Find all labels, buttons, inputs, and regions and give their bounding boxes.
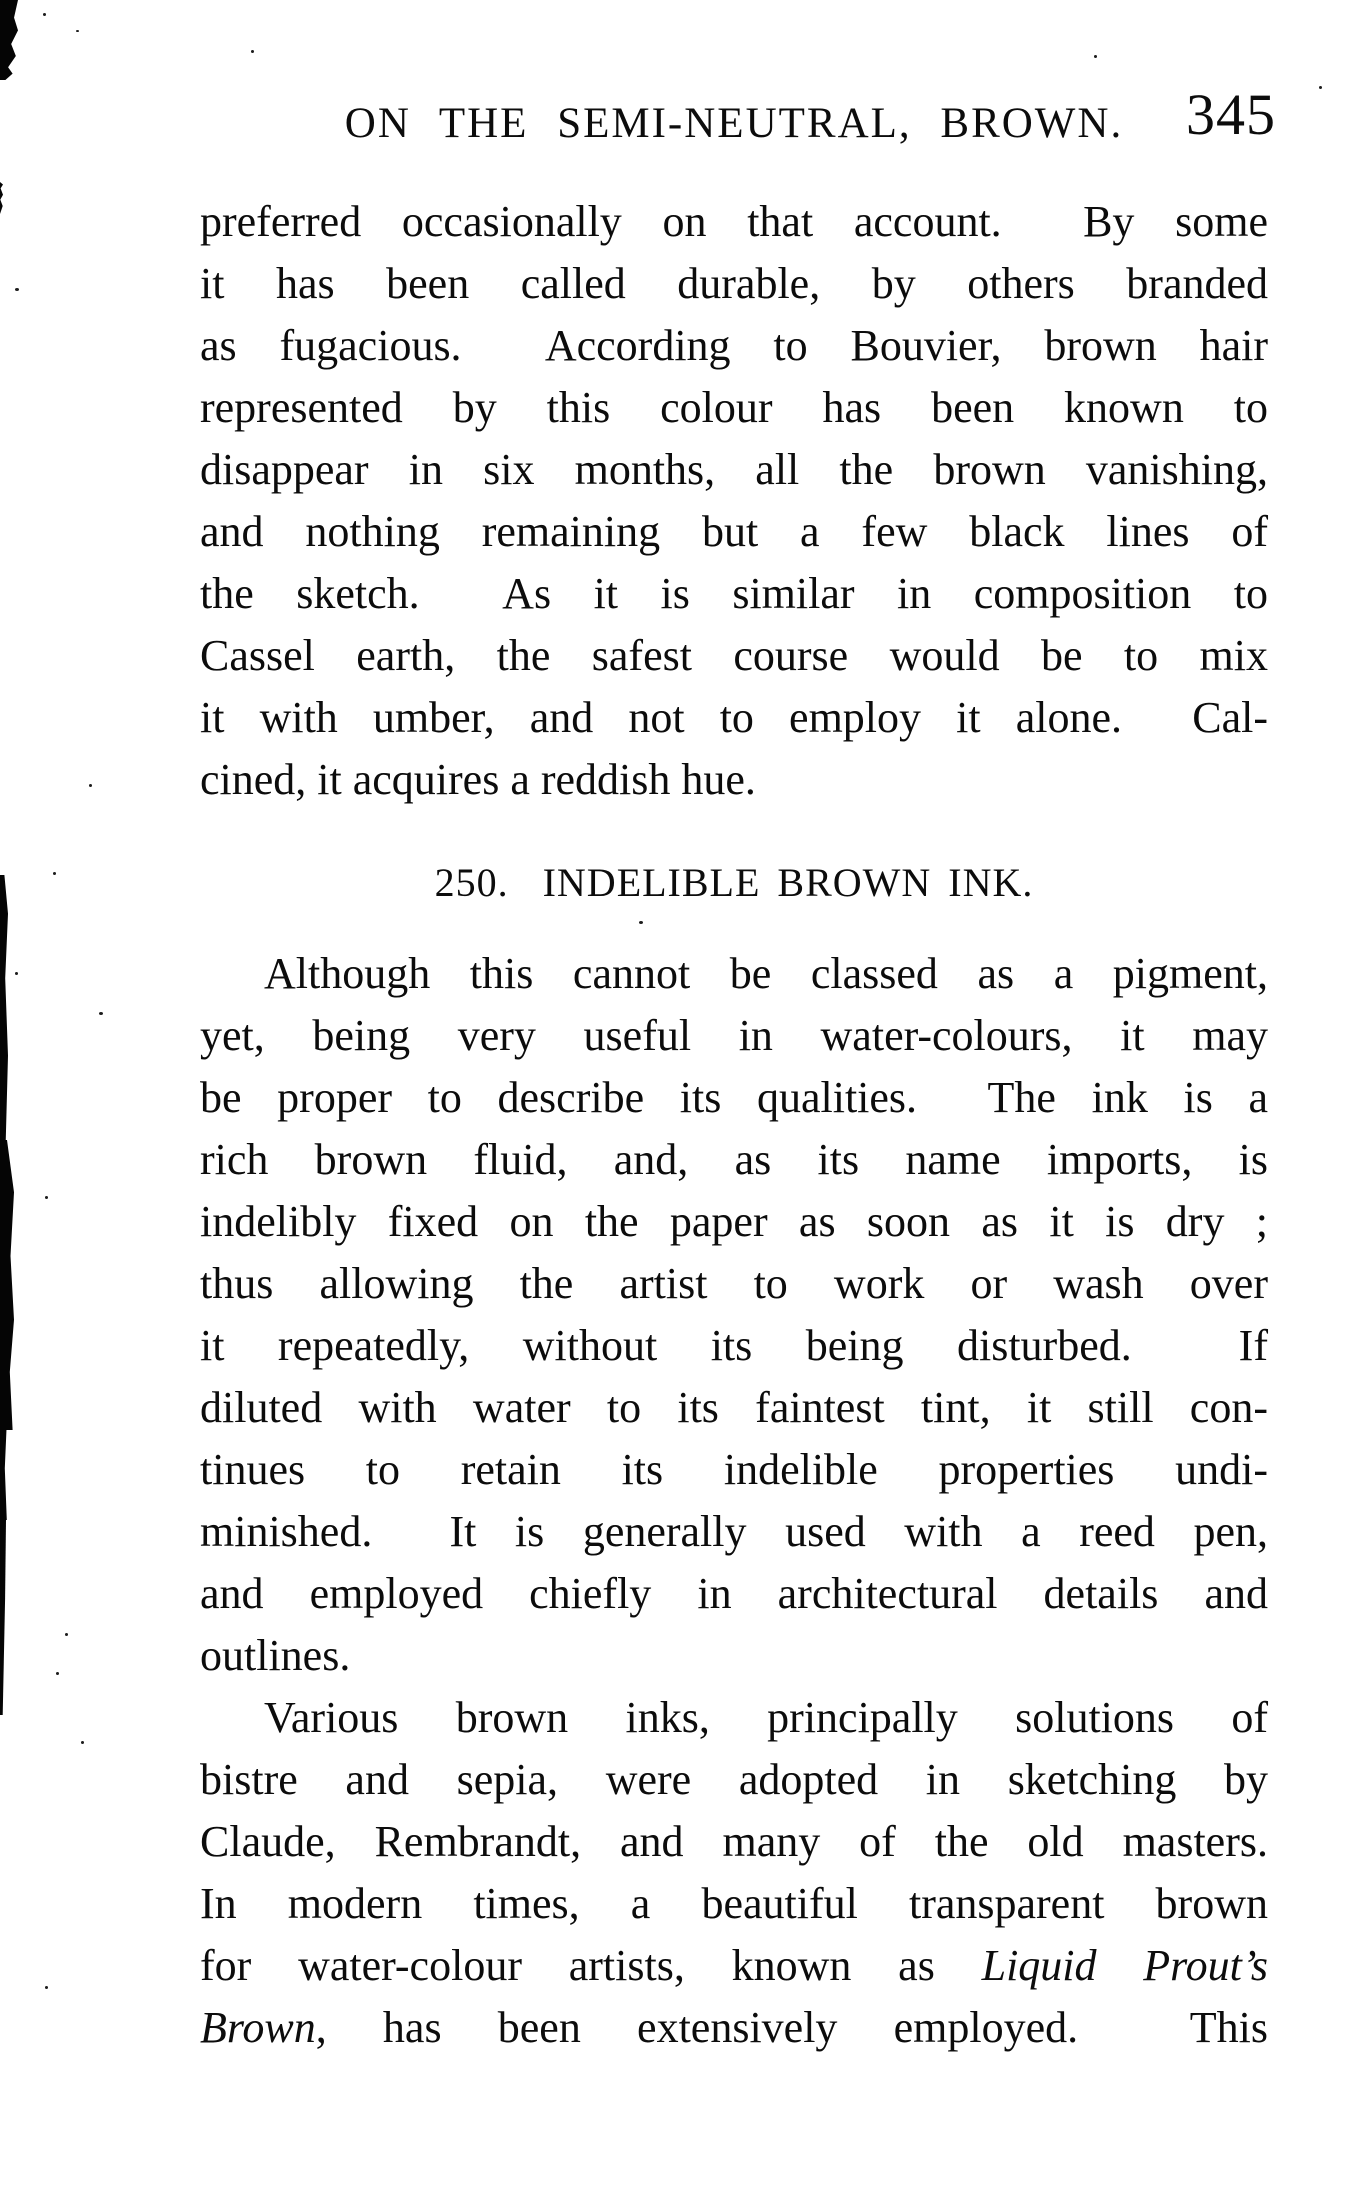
paragraph3-line: In modern times, a beautiful transparent brown bbox=[200, 1879, 1268, 1928]
scan-speck bbox=[89, 784, 92, 787]
paragraph3-line bbox=[200, 1997, 1268, 2059]
scan-speck bbox=[251, 50, 254, 53]
scan-speck bbox=[76, 30, 79, 32]
page-number: 345 bbox=[1186, 82, 1276, 147]
paragraph2-line: minished. It is generally used with a reed pen, bbox=[200, 1507, 1268, 1556]
scan-speck bbox=[45, 1986, 48, 1989]
line-text: , has been extensively employed. This bbox=[315, 2003, 1268, 2052]
line-text: for water-colour artists, known as bbox=[200, 1941, 982, 1990]
paragraph2-line: diluted with water to its faintest tint, it still con- bbox=[200, 1383, 1268, 1432]
scan-artifact-edge-ticks bbox=[0, 182, 3, 214]
scan-speck bbox=[15, 288, 19, 291]
line-text-italic: Brown bbox=[200, 2003, 316, 2052]
scan-artifact-binding-blob bbox=[0, 1140, 14, 1430]
scan-artifact-binding-taper bbox=[0, 1520, 6, 1715]
scan-speck bbox=[43, 13, 46, 16]
paragraph1-line: disappear in six months, all the brown vanishing, bbox=[200, 445, 1268, 494]
text-block bbox=[200, 191, 1268, 2059]
paragraph1-line: cined, it acquires a reddish hue. bbox=[200, 755, 756, 804]
scan-speck bbox=[1319, 86, 1322, 89]
paragraph1-line: preferred occasionally on that account. By some bbox=[200, 197, 1268, 246]
paragraph2-line: indelibly fixed on the paper as soon as it is dry ; bbox=[200, 1197, 1268, 1246]
line-text-italic: Liquid Prout’s bbox=[981, 1941, 1268, 1990]
paragraph1-line: as fugacious. According to Bouvier, brown hair bbox=[200, 321, 1268, 370]
paragraph1-line: Cassel earth, the safest course would be to mix bbox=[200, 631, 1268, 680]
paragraph2-line: tinues to retain its indelible properties undi- bbox=[200, 1445, 1268, 1494]
section-heading: 250. INDELIBLE BROWN INK. bbox=[434, 860, 1034, 905]
paragraph2-line: yet, being very useful in water-colours, it may bbox=[200, 1011, 1268, 1060]
paragraph2-line: and employed chiefly in architectural details and bbox=[200, 1569, 1268, 1618]
paragraph2-line: Although this cannot be classed as a pigment, bbox=[264, 949, 1268, 998]
scan-artifact-top-left-blob bbox=[0, 0, 18, 80]
paragraph1-line: the sketch. As it is similar in composition to bbox=[200, 569, 1268, 618]
scan-speck bbox=[53, 872, 56, 875]
paragraph1-line: and nothing remaining but a few black lines of bbox=[200, 507, 1268, 556]
paragraph2-line: thus allowing the artist to work or wash over bbox=[200, 1259, 1268, 1308]
paragraph3-line: Various brown inks, principally solutions of bbox=[264, 1693, 1268, 1742]
scan-speck bbox=[99, 1012, 103, 1015]
scan-speck bbox=[15, 972, 18, 975]
scan-speck bbox=[639, 921, 643, 924]
paragraph1-line: it with umber, and not to employ it alone. Cal- bbox=[200, 693, 1268, 742]
scan-speck bbox=[45, 1196, 48, 1199]
scan-speck bbox=[81, 1741, 84, 1744]
paragraph3-line bbox=[200, 1935, 1268, 1997]
paragraph2-line: be proper to describe its qualities. The ink is a bbox=[200, 1073, 1268, 1122]
scan-speck bbox=[1094, 55, 1097, 58]
paragraph1-line: it has been called durable, by others branded bbox=[200, 259, 1268, 308]
scan-speck bbox=[56, 1672, 59, 1675]
running-head-title: ON THE SEMI-NEUTRAL, BROWN. bbox=[344, 100, 1124, 147]
paragraph2-line: rich brown fluid, and, as its name imports, is bbox=[200, 1135, 1268, 1184]
paragraph1-line: represented by this colour has been known to bbox=[200, 383, 1268, 432]
paragraph2-line: outlines. bbox=[200, 1631, 351, 1680]
scan-speck bbox=[65, 1633, 68, 1636]
paragraph2-line: it repeatedly, without its being disturbed. If bbox=[200, 1321, 1268, 1370]
paragraph3-line: Claude, Rembrandt, and many of the old masters. bbox=[200, 1817, 1268, 1866]
paragraph3-line: bistre and sepia, were adopted in sketching by bbox=[200, 1755, 1268, 1804]
